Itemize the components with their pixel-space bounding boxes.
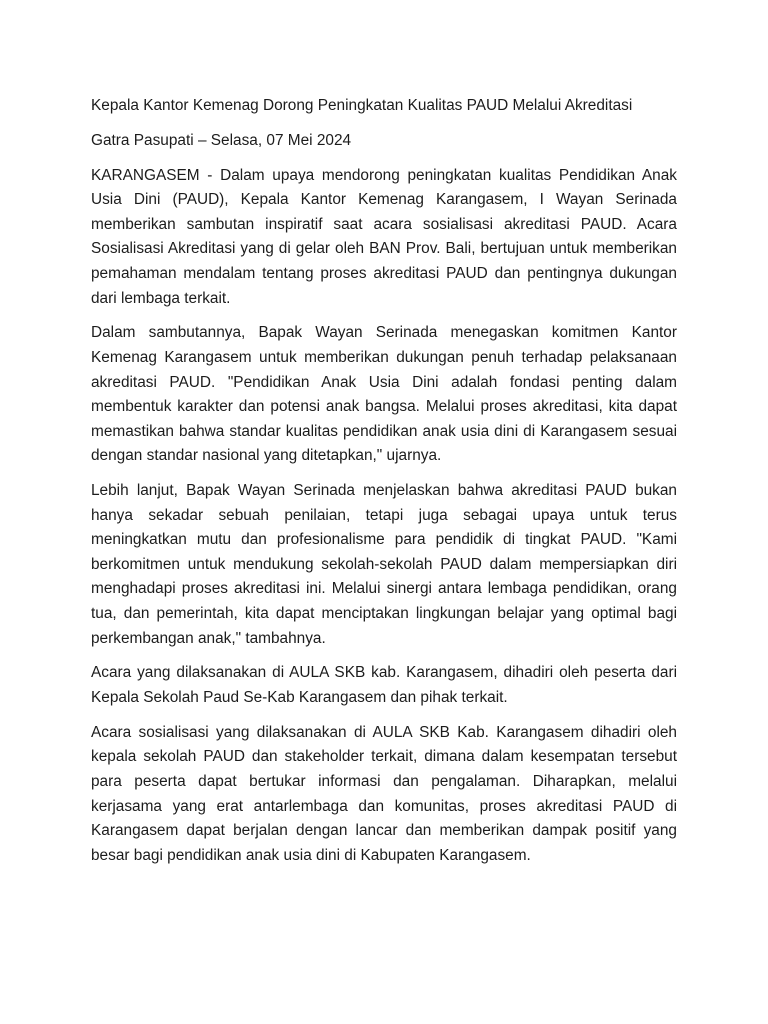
paragraph-4: Acara yang dilaksanakan di AULA SKB kab. Karangasem, dihadiri oleh peserta dari Kepala Sekolah Paud Se-Kab Karangasem dan pihak terkait. — [91, 664, 677, 706]
paragraph-2: Dalam sambutannya, Bapak Wayan Serinada menegaskan komitmen Kantor Kemenag Karangasem untuk memberikan dukungan penuh terhadap pelaksanaan akreditasi PAUD. "Pendidikan Anak Usia Dini adalah fondasi penting dalam membentuk karakter dan potensi anak bangsa. Melalui proses akreditasi, kita dapat memastikan bahwa standar kualitas pendidikan anak usia dini di Karangasem sesuai dengan standar nasional yang ditetapkan," ujarnya. — [91, 324, 677, 465]
paragraph-5: Acara sosialisasi yang dilaksanakan di AULA SKB Kab. Karangasem dihadiri oleh kepala sekolah PAUD dan stakeholder terkait, dimana dalam kesempatan tersebut para peserta dapat bertukar informasi dan pengalaman. Diharapkan, melalui kerjasama yang erat antarlembaga dan komunitas, proses akreditasi PAUD di Karangasem dapat berjalan dengan lancar dan memberikan dampak positif yang besar bagi pendidikan anak usia dini di Kabupaten Karangasem. — [91, 723, 677, 864]
article-body — [91, 94, 677, 879]
paragraph-1: KARANGASEM - Dalam upaya mendorong peningkatan kualitas Pendidikan Anak Usia Dini (PAUD), Kepala Kantor Kemenag Karangasem, I Wayan Serinada memberikan sambutan inspiratif saat acara sosialisasi akreditasi PAUD. Acara Sosialisasi Akreditasi yang di gelar oleh BAN Prov. Bali, bertujuan untuk memberikan pemahaman mendalam tentang proses akreditasi PAUD dan pentingnya dukungan dari lembaga terkait. — [91, 166, 677, 307]
paragraph-3: Lebih lanjut, Bapak Wayan Serinada menjelaskan bahwa akreditasi PAUD bukan hanya sekadar sebuah penilaian, tetapi juga sebagai upaya untuk terus meningkatkan mutu dan profesionalisme para pendidik di tingkat PAUD. "Kami berkomitmen untuk mendukung sekolah-sekolah PAUD dalam mempersiapkan diri menghadapi proses akreditasi ini. Melalui sinergi antara lembaga pendidikan, orang tua, dan pemerintah, kita dapat menciptakan lingkungan belajar yang optimal bagi perkembangan anak," tambahnya. — [91, 482, 677, 647]
article-byline: Gatra Pasupati – Selasa, 07 Mei 2024 — [91, 131, 352, 149]
article-title: Kepala Kantor Kemenag Dorong Peningkatan Kualitas PAUD Melalui Akreditasi — [91, 97, 633, 114]
